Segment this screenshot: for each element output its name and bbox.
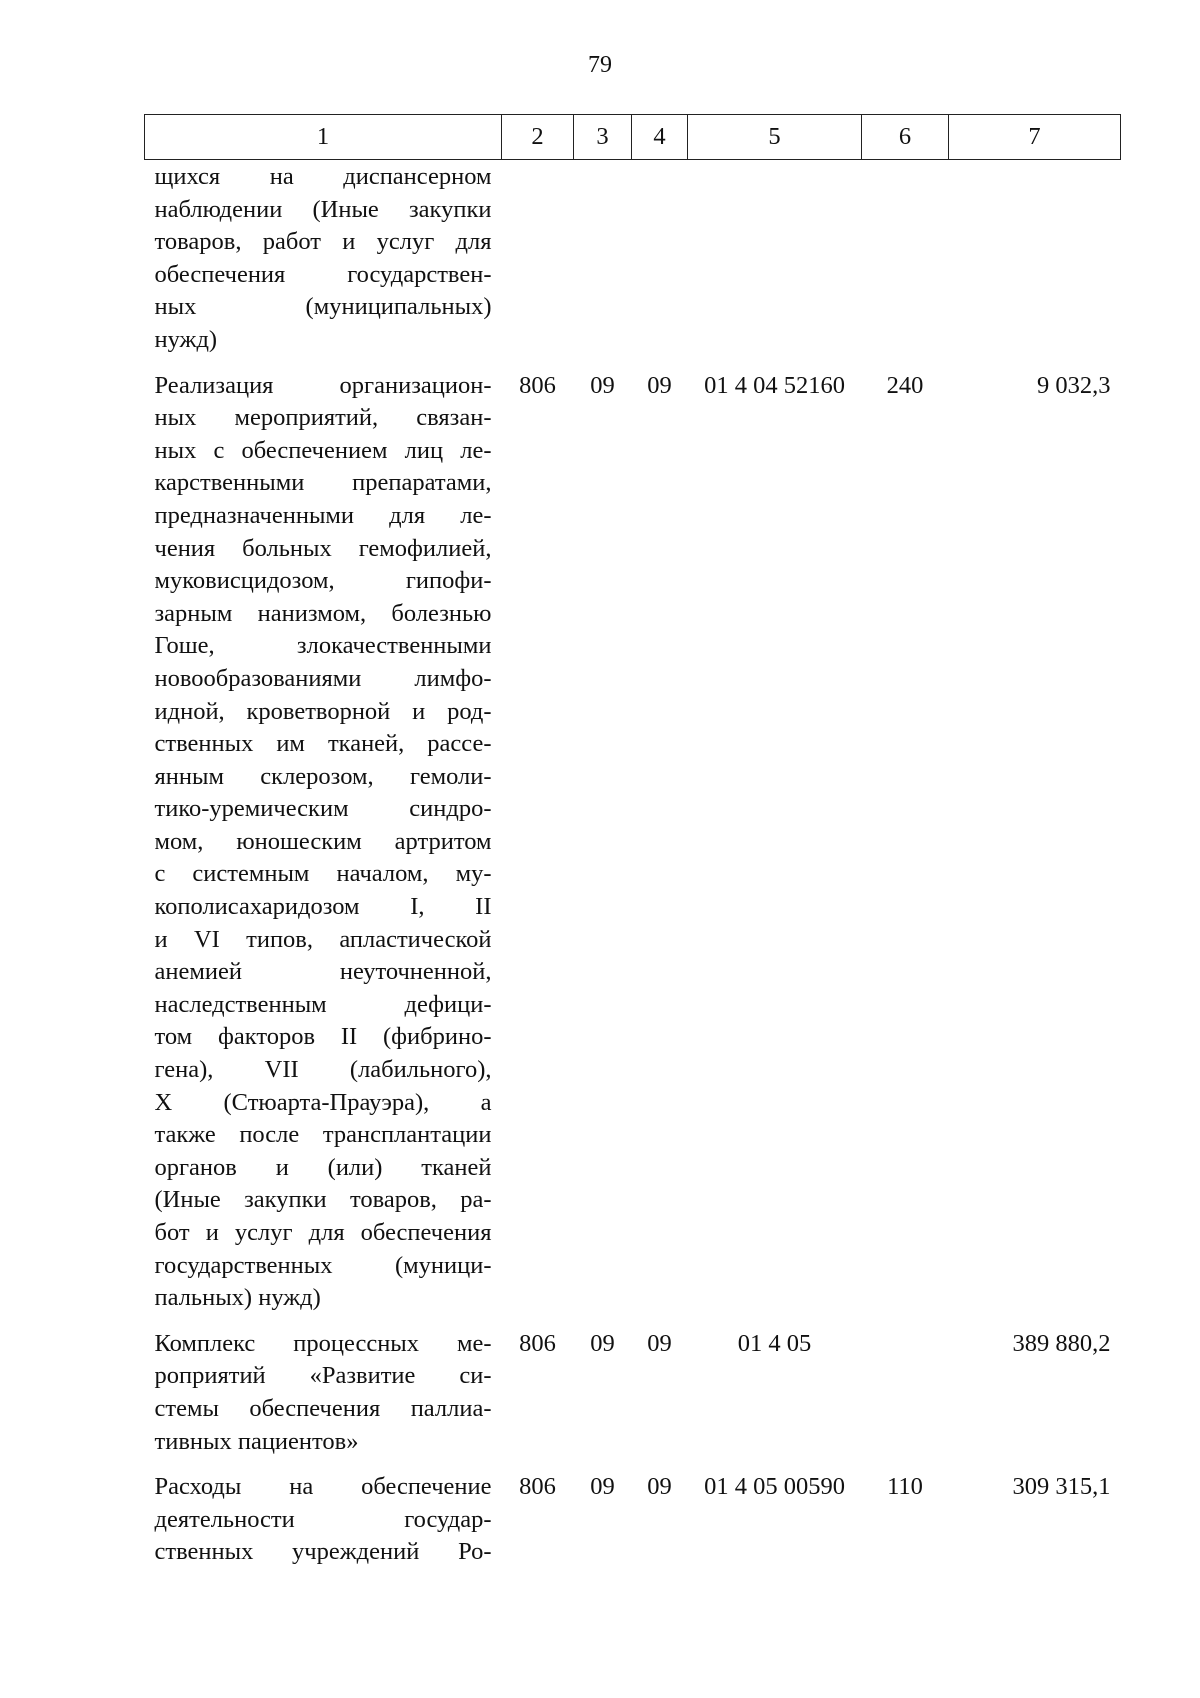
row-name-line: с системным началом, му- (154, 860, 492, 888)
row-name-line: (Иные закупки товаров, ра- (154, 1186, 492, 1214)
row-name-line: бот и услуг для обеспечения (154, 1219, 492, 1246)
row-expense-type-code (862, 160, 949, 369)
row-name-line: Реализация организацион- (154, 371, 492, 399)
row-name-line: стемы обеспечения паллиа- (154, 1394, 492, 1422)
row-name-line: ных (муниципальных) (154, 293, 492, 321)
row-name-line: ных с обеспечением лиц ле- (154, 436, 492, 464)
row-name-line: ственных учреждений Ро- (154, 1538, 492, 1566)
header-cell-name: 1 (145, 115, 502, 160)
row-subsection-code: 09 (647, 1473, 672, 1501)
row-name-line: государственных (муници- (154, 1251, 492, 1279)
row-section-code: 09 (590, 1473, 615, 1501)
row-amount (949, 160, 1121, 369)
row-name-line: карственными препаратами, (154, 469, 492, 497)
table-row (145, 1470, 1121, 1581)
table-row (145, 1327, 1121, 1470)
row-section-code: 09 (590, 1329, 615, 1357)
row-name-line: деятельности государ- (154, 1505, 492, 1533)
header-cell-ministry: 2 (502, 115, 574, 160)
row-name-line: чения больных гемофилией, (154, 534, 492, 562)
row-name-line: анемией неуточненной, (154, 958, 492, 986)
row-amount: 9 032,3 (1037, 371, 1111, 399)
row-name-line: ственных им тканей, рассе- (154, 730, 492, 758)
row-amount: 389 880,2 (1012, 1329, 1111, 1357)
row-name-line: ных мероприятий, связан- (154, 404, 492, 432)
row-expense-type-code: 110 (887, 1473, 923, 1501)
row-name-line: янным склерозом, гемоли- (154, 762, 492, 790)
row-target-item-code: 01 4 04 52160 (704, 371, 845, 399)
row-name-line: зарным нанизмом, болезнью (154, 599, 492, 627)
row-target-item-code: 01 4 05 (737, 1329, 812, 1357)
row-name-line: муковисцидозом, гипофи- (154, 567, 492, 595)
row-name-line: новообразованиями лимфо- (154, 664, 492, 692)
row-name-line: идной, кроветворной и род- (154, 697, 492, 725)
row-name-line: и VI типов, апластической (154, 925, 492, 953)
row-name-line: тивных пациентов» (154, 1427, 359, 1455)
row-name-line: предназначенными для ле- (154, 501, 492, 529)
row-subsection-code: 09 (647, 371, 672, 399)
row-name-line: наследственным дефици- (154, 990, 492, 1018)
row-name-line: нужд) (154, 325, 218, 353)
row-name-line: также после трансплантации (154, 1121, 492, 1149)
row-name-line: тико-уремическим синдро- (154, 795, 492, 823)
row-name-line: наблюдении (Иные закупки (154, 195, 492, 223)
row-name-cell (145, 1470, 502, 1581)
header-cell-amount: 7 (949, 115, 1121, 160)
row-section-code (574, 160, 632, 369)
row-name-line: гена), VII (лабильного), (154, 1056, 492, 1084)
row-name-line: пальных) нужд) (154, 1284, 321, 1312)
row-ministry-code: 806 (519, 1473, 556, 1501)
row-amount: 309 315,1 (1012, 1473, 1111, 1501)
page-number: 79 (588, 52, 612, 78)
table-body (145, 160, 1121, 1581)
row-name-line: обеспечения государствен- (154, 260, 492, 288)
row-name-line: роприятий «Развитие си- (154, 1362, 492, 1390)
row-ministry-code: 806 (519, 371, 556, 399)
header-cell-expense-type: 6 (862, 115, 949, 160)
row-name-line: том факторов II (фибрино- (154, 1023, 492, 1051)
budget-table (144, 114, 1121, 1581)
header-cell-section: 3 (574, 115, 632, 160)
row-expense-type-code (862, 1327, 949, 1470)
row-name-cell (145, 160, 502, 369)
header-cell-subsection: 4 (632, 115, 688, 160)
row-subsection-code (632, 160, 688, 369)
row-name-line: мом, юношеским артритом (154, 827, 492, 855)
row-name-line: товаров, работ и услуг для (154, 228, 492, 256)
row-expense-type-code: 240 (886, 371, 924, 399)
row-subsection-code: 09 (647, 1329, 672, 1357)
row-section-code: 09 (590, 371, 615, 399)
row-name-line: Гоше, злокачественными (154, 632, 492, 660)
row-name-line: кополисахаридозом I, II (154, 893, 492, 921)
row-name-cell (145, 369, 502, 1327)
row-name-line: Расходы на обеспечение (154, 1473, 492, 1501)
row-ministry-code (502, 160, 574, 369)
row-name-line: щихся на диспансерном (154, 163, 492, 190)
row-target-item-code: 01 4 05 00590 (704, 1473, 845, 1501)
table-row (145, 160, 1121, 369)
header-cell-target-item: 5 (688, 115, 862, 160)
table-row (145, 369, 1121, 1327)
row-name-cell (145, 1327, 502, 1470)
row-name-line: Комплекс процессных ме- (154, 1329, 492, 1357)
table-header (145, 115, 1121, 160)
row-name-line: органов и (или) тканей (154, 1153, 492, 1181)
row-name-line: X (Стюарта-Прауэра), а (154, 1088, 492, 1116)
row-ministry-code: 806 (519, 1329, 556, 1357)
row-target-item-code (688, 160, 862, 369)
header-row (145, 115, 1121, 160)
